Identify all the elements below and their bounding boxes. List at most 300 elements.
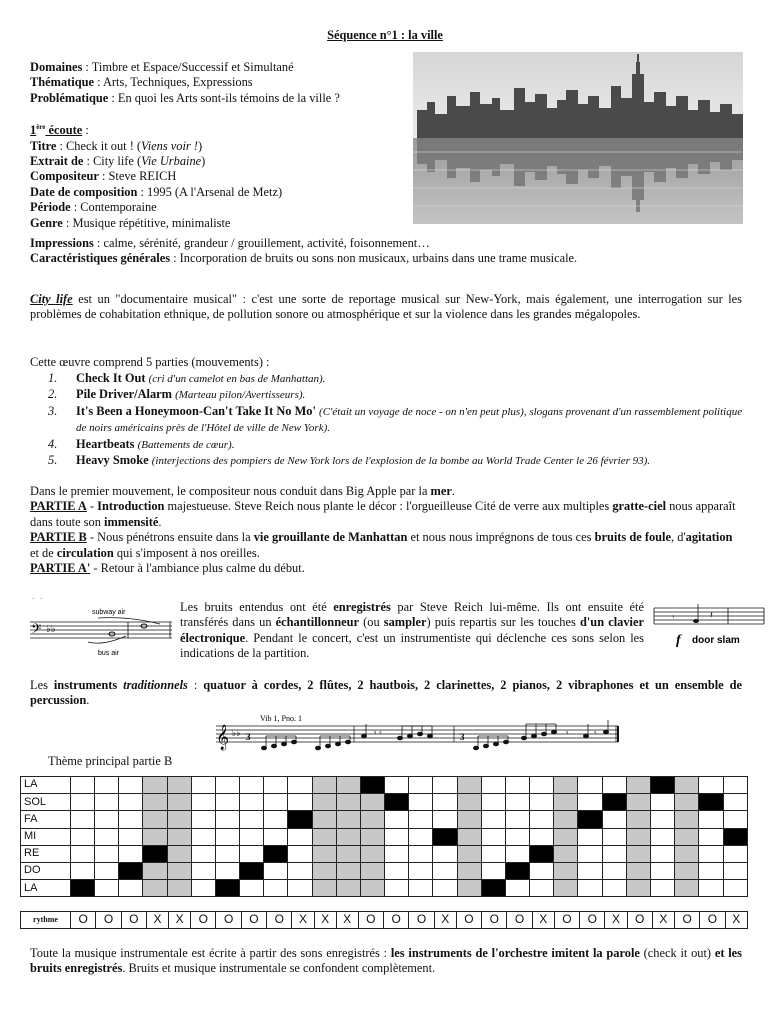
grid-cell [240,794,264,811]
partie-b-text: circulation [56,545,114,560]
key-signature-icon: ♭♭ [232,729,241,739]
grid-cell [70,794,94,811]
grid-cell [215,777,239,794]
grid-cell [651,811,675,828]
grid-cell [288,811,312,828]
bruits-text: d'un clavier électronique [180,615,644,645]
part-title: Check It Out [76,371,146,385]
problematique-label: Problématique [30,90,109,105]
grid-cell [70,845,94,862]
treble-clef-icon: 𝄞 [216,725,230,750]
instruments-text: quatuor à cordes, 2 flûtes, 2 hautbois, 2 clarinettes, 2 pianos, 2 vibraphones et un ensemble de percussion [30,678,742,708]
rhythm-cell: O [456,912,481,929]
grid-cell [167,794,191,811]
titre-italic: Viens voir ! [141,138,198,153]
grid-cell [385,828,409,845]
rhythm-cell: O [216,912,241,929]
grid-cell [505,794,529,811]
grid-cell [626,862,650,879]
partie-a-text: immensité [104,514,159,529]
grid-cell [433,862,457,879]
time-signature: 3 [246,732,251,742]
grid-cell [723,862,747,879]
grid-cell [530,862,554,879]
grid-cell [95,828,119,845]
grid-cell [457,811,481,828]
grid-cell [530,880,554,897]
grid-cell [288,880,312,897]
grid-cell [578,811,602,828]
grid-cell [457,880,481,897]
ecoute-heading-num: 1 [30,123,37,138]
instruments-paragraph [30,678,742,709]
rhythm-cell: X [169,912,191,929]
rhythm-cell: O [674,912,699,929]
theme-score-label: Vib 1, Pno. 1 [260,714,302,723]
grid-cell [481,828,505,845]
grid-cell [167,828,191,845]
extrait-value: : City life ( [83,153,142,168]
grid-cell [191,862,215,879]
score-excerpt-right [652,598,766,652]
grid-cell [167,777,191,794]
grid-row-label: MI [21,828,71,845]
grid-cell [409,862,433,879]
grid-cell [651,862,675,879]
part-description: (interjections des pompiers de New York lors de l'explosion de la bombe au World Trade Center le 26 février 93). [151,455,651,468]
time-signature: 3 [460,732,465,742]
partie-a-text: Introduction [97,499,165,514]
table-row [21,862,748,879]
grid-cell [167,862,191,879]
part-number: 3. [48,403,58,418]
partie-b-text: agitation [685,530,733,545]
grid-cell [530,777,554,794]
grid-cell [191,811,215,828]
rhythm-cell: O [507,912,532,929]
conclusion-paragraph [30,946,742,977]
grid-cell [119,794,143,811]
grid-cell [675,845,699,862]
grid-cell [119,845,143,862]
rhythm-cell: O [554,912,579,929]
titre-value: : Check it out ! ( [56,138,142,153]
grid-cell [481,777,505,794]
grid-cell [95,845,119,862]
tempo-mark: ⌒ [32,598,42,609]
rhythm-cell: O [627,912,652,929]
genre-label: Genre [30,215,63,230]
table-row [21,845,748,862]
grid-cell [505,811,529,828]
grid-cell [626,794,650,811]
grid-cell [240,777,264,794]
grid-cell [457,828,481,845]
conclusion-text: Toute la musique instrumentale est écrite à partir des sons enregistrés : [30,946,391,960]
grid-cell [191,828,215,845]
grid-cell [70,862,94,879]
grid-cell [95,880,119,897]
instruments-text: instruments [53,678,124,692]
grid-row-label: RE [21,845,71,862]
grid-cell [360,880,384,897]
grid-cell [602,777,626,794]
partie-b-text: - Nous pénétrons ensuite dans la [86,530,254,545]
grid-cell [457,862,481,879]
grid-cell [699,845,723,862]
table-row [21,880,748,897]
part-number: 5. [48,453,58,468]
grid-cell [578,862,602,879]
part-title: It's Been a Honeymoon-Can't Take It No Mo' [76,403,316,418]
grid-cell [119,811,143,828]
grid-cell [457,777,481,794]
grid-cell [385,811,409,828]
grid-cell [626,880,650,897]
grid-cell [602,811,626,828]
rhythm-cell: O [191,912,216,929]
grid-cell [336,880,360,897]
grid-row-label: SOL [21,794,71,811]
grid-cell [433,777,457,794]
grid-cell [143,794,167,811]
grid-cell [626,828,650,845]
grid-cell [360,777,384,794]
rhythm-cell: O [121,912,146,929]
grid-cell [215,880,239,897]
grid-cell [264,845,288,862]
mvt-line-1b: mer [430,484,452,498]
grid-cell [312,828,336,845]
grid-cell [360,828,384,845]
meta-block [30,60,410,106]
page-title: Séquence n°1 : la ville [327,28,443,42]
grid-cell [288,794,312,811]
part-title: Heartbeats [76,436,135,451]
grid-cell [578,880,602,897]
grid-cell [264,862,288,879]
list-item [48,437,748,453]
mouvement-block [30,484,742,576]
caracteristiques-label: Caractéristiques générales [30,251,171,266]
rhythm-label: rythme [21,912,71,929]
grid-cell [602,845,626,862]
grid-cell [602,880,626,897]
grid-cell [385,777,409,794]
list-item [48,404,748,437]
grid-cell [264,828,288,845]
grid-cell [554,845,578,862]
grid-cell [95,777,119,794]
grid-cell [626,845,650,862]
grid-cell [626,777,650,794]
grid-cell [699,811,723,828]
rhythm-cell: O [700,912,725,929]
part-description: (Battements de cœur). [137,438,235,451]
table-row [21,912,748,929]
caracteristiques-value: : Incorporation de bruits ou sons non musicaux, urbains dans une trame musicale. [170,251,578,266]
partie-b-text: et de [30,545,57,560]
grid-cell [651,794,675,811]
grid-cell [433,794,457,811]
list-item [48,371,748,387]
partie-b-text: , d' [671,530,686,545]
problematique-value: : En quoi les Arts sont-ils témoins de la ville ? [108,90,340,105]
rhythm-cell: X [314,912,336,929]
grid-cell [723,777,747,794]
grid-cell [578,845,602,862]
grid-cell [312,845,336,862]
instruments-text: Les [30,678,54,692]
grid-cell [336,777,360,794]
grid-cell [409,811,433,828]
partie-b-text: bruits de foule [594,530,671,545]
grid-cell [312,862,336,879]
grid-cell [119,880,143,897]
table-row [21,794,748,811]
rhythm-cell: X [725,912,747,929]
instruments-text: : [187,678,204,692]
partie-a-text: majestueuse. Steve Reich nous plante le décor : l'orgueilleuse Cité de verre aux multiples [164,499,613,514]
grid-cell [675,794,699,811]
conclusion-text: les instruments de l'orchestre imitent la parole [390,946,640,960]
grid-row-label: LA [21,880,71,897]
rhythm-cell: O [580,912,605,929]
ecoute-heading-colon: : [82,123,89,138]
grid-cell [505,880,529,897]
grid-row-label: FA [21,811,71,828]
bruits-text: enregistrés [333,600,391,614]
grid-cell [675,862,699,879]
conclusion-text: (check it out) [639,946,715,960]
grid-cell [651,880,675,897]
parts-list [48,371,748,469]
partie-a-text: gratte-ciel [612,499,667,514]
score-excerpt-left [28,598,174,658]
grid-cell [215,794,239,811]
grid-cell [385,862,409,879]
thematique-value: : Arts, Techniques, Expressions [94,75,253,90]
partie-a2-label: PARTIE A' [30,561,91,576]
dynamic-marking: f [676,633,681,648]
bruits-text: échantillonneur [275,615,359,630]
list-item [48,453,748,469]
titre-label: Titre [30,138,57,153]
titre-end: ) [197,138,203,153]
date-label: Date de composition [30,184,138,199]
rest-icon: 𝄾 𝄾 [374,729,382,739]
grid-row-label: LA [21,777,71,794]
instruments-text: . [86,693,90,708]
grid-cell [95,811,119,828]
grid-cell [360,862,384,879]
rhythm-cell: X [292,912,314,929]
grid-cell [409,777,433,794]
grid-cell [336,811,360,828]
bus-air-label: bus air [98,650,120,657]
grid-cell [240,828,264,845]
grid-cell [264,777,288,794]
grid-cell [215,845,239,862]
grid-cell [675,777,699,794]
grid-cell [70,880,94,897]
part-number: 4. [48,436,58,451]
grid-cell [481,794,505,811]
conclusion-text: et les bruits enregistrés [30,946,742,976]
grid-cell [167,845,191,862]
ecoute-heading-sup: ère [36,123,46,131]
grid-cell [699,828,723,845]
parts-intro: Cette œuvre comprend 5 parties (mouvements) : [30,355,270,369]
grid-cell [360,845,384,862]
genre-value: : Musique répétitive, minimaliste [62,215,231,230]
melody-grid [20,776,748,897]
grid-cell [95,794,119,811]
grid-cell [578,777,602,794]
bruits-text: Les bruits entendus ont été [180,600,334,614]
grid-cell [191,777,215,794]
grid-cell [530,845,554,862]
date-value: : 1995 (A l'Arsenal de Metz) [137,184,283,199]
ecoute-heading-word: écoute [45,123,83,138]
extrait-label: Extrait de [30,153,84,168]
grid-cell [119,777,143,794]
rhythm-table [20,911,748,929]
extrait-italic: Vie Urbaine [141,153,202,168]
rest-icon: 𝄾 [594,729,597,739]
grid-cell [602,794,626,811]
rhythm-cell: O [96,912,121,929]
ecoute-block [30,120,410,231]
grid-cell [554,880,578,897]
grid-cell [288,777,312,794]
domaines-value: : Timbre et Espace/Successif et Simultané [82,60,294,74]
part-description: (Marteau pilon/Avertisseurs). [175,389,306,402]
grid-cell [723,794,747,811]
grid-cell [191,880,215,897]
grid-cell [70,811,94,828]
mvt-line-1a: Dans le premier mouvement, le compositeur nous conduit dans Big Apple par la [30,484,431,498]
grid-cell [215,828,239,845]
grid-cell [409,880,433,897]
grid-cell [530,828,554,845]
part-description: (cri d'un camelot en bas de Manhattan). [148,373,326,385]
grid-cell [288,828,312,845]
flat-icon: ♭♭ [46,624,56,635]
bruits-text: par Steve Reich lui-même. Ils ont ensuite été transférés dans un [180,600,645,630]
partie-b-label: PARTIE B [30,530,87,545]
rest-icon: 𝄽 [710,611,713,621]
rhythm-cell: X [652,912,674,929]
domaines-label: Domaines [30,60,83,74]
rhythm-cell: O [267,912,292,929]
grid-cell [336,794,360,811]
impressions-block [30,236,750,267]
grid-cell [240,845,264,862]
rhythm-cell: O [358,912,383,929]
grid-cell [312,777,336,794]
grid-cell [505,845,529,862]
grid-cell [191,845,215,862]
partie-b-text: et nous nous imprégnons de tous ces [407,530,595,545]
grid-cell [554,777,578,794]
grid-cell [312,880,336,897]
partie-a-text: nous apparaît dans toute son [30,499,736,529]
rest-icon: 𝄾 [566,729,569,739]
rest-icon: 𝄾 [672,613,675,623]
grid-cell [409,794,433,811]
grid-cell [578,794,602,811]
grid-cell [288,845,312,862]
grid-cell [457,845,481,862]
grid-cell [143,777,167,794]
partie-a-text: . [158,514,162,529]
grid-cell [70,828,94,845]
grid-cell [554,811,578,828]
extrait-end: ) [201,153,206,168]
grid-cell [143,845,167,862]
grid-cell [433,845,457,862]
part-description: (C'était un voyage de noce - on n'en peut plus), slogans provenant d'un rassemblement politique de noirs américains près de l'Hôtel de ville de New York). [76,405,743,435]
grid-cell [505,777,529,794]
grid-cell [530,811,554,828]
grid-cell [360,811,384,828]
grid-cell [385,880,409,897]
grid-cell [119,862,143,879]
bass-clef-icon: 𝄢 [31,621,42,640]
table-row [21,828,748,845]
partie-b-text: vie grouillante de Manhattan [253,530,408,545]
impressions-value: : calme, sérénité, grandeur / grouillement, activité, foisonnement… [93,236,430,250]
compositeur-value: : Steve REICH [98,169,177,184]
grid-cell [505,862,529,879]
grid-cell [699,862,723,879]
grid-cell [70,777,94,794]
grid-cell [312,811,336,828]
grid-cell [651,845,675,862]
grid-cell [240,880,264,897]
theme-score [214,712,620,756]
grid-cell [723,880,747,897]
grid-cell [675,880,699,897]
impressions-label: Impressions [30,236,94,250]
rhythm-cell: O [384,912,409,929]
grid-cell [167,880,191,897]
grid-cell [651,828,675,845]
rhythm-cell: O [241,912,266,929]
partie-a2-text: - Retour à l'ambiance plus calme du début. [90,561,305,576]
rhythm-cell: O [71,912,96,929]
grid-cell [264,794,288,811]
table-row [21,811,748,828]
rhythm-cell: X [146,912,168,929]
citylife-text: est un "documentaire musical" : c'est une sorte de reportage musical sur New-York, mais également, une interrogation sur les problèmes de cohabitation ethnique, de pollution sonore ou atmosphérique et sur la violence dans les grandes mégalopoles. [30,292,742,322]
citylife-paragraph [30,292,742,323]
conclusion-text: . Bruits et musique instrumentale se confondent complètement. [122,961,436,976]
instruments-text: traditionnels [123,678,188,692]
grid-cell [385,794,409,811]
grid-cell [481,862,505,879]
grid-cell [143,828,167,845]
grid-cell [433,828,457,845]
grid-cell [143,880,167,897]
bruits-text: ) puis repartis sur les touches [426,615,580,630]
table-row [21,777,748,794]
grid-cell [699,777,723,794]
grid-cell [143,811,167,828]
grid-cell [699,880,723,897]
grid-cell [481,845,505,862]
